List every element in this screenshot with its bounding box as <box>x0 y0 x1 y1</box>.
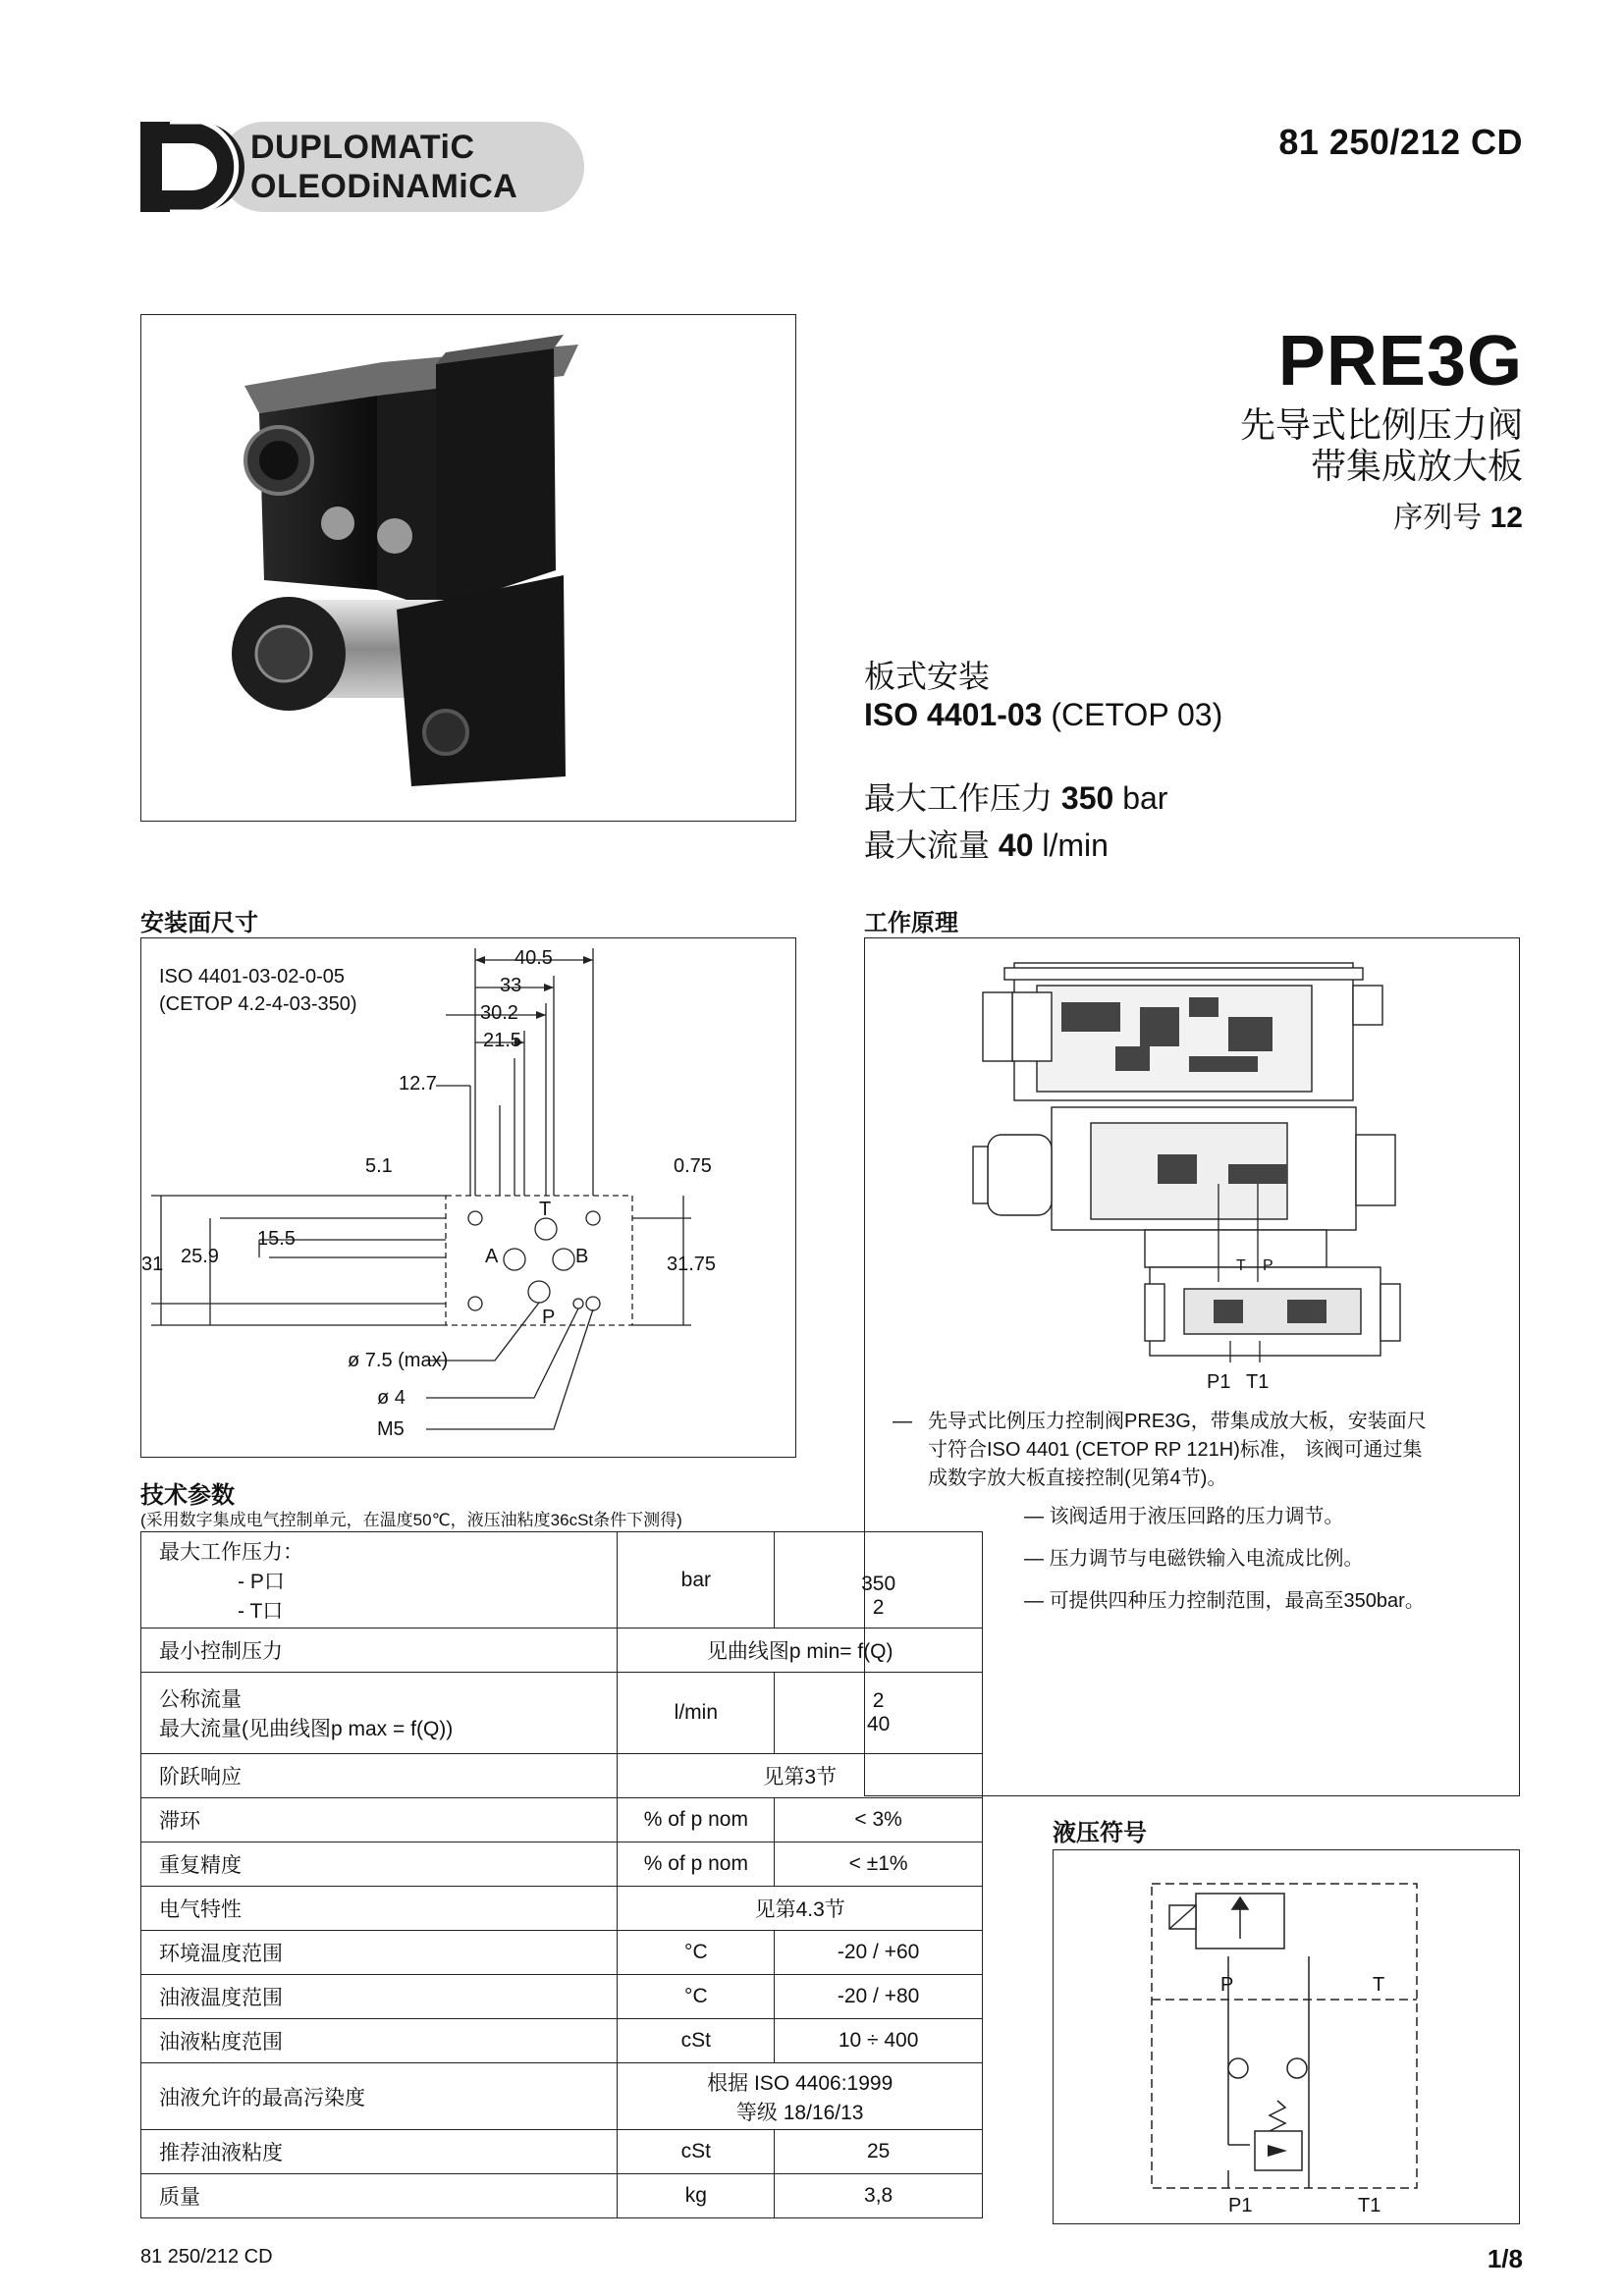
cetop-standard: (CETOP 03) <box>1051 697 1223 732</box>
operating-bullet-1 <box>893 1408 1511 1493</box>
mounting-standard <box>864 697 1222 733</box>
section-p1-label: P1 <box>1207 1371 1231 1393</box>
valve-photo-icon <box>141 315 794 820</box>
table-cell <box>141 1673 618 1754</box>
operating-principle-title: 工作原理 <box>864 910 958 936</box>
step-response-value: 见第3节 <box>618 1754 983 1798</box>
nominal-flow-label: 公称流量 <box>159 1688 242 1711</box>
mounting-surface-drawing <box>140 937 796 1458</box>
mounting-dimension-icon <box>141 938 794 1456</box>
company-logo <box>140 120 586 214</box>
section-t1-label: T1 <box>1246 1371 1270 1393</box>
max-flow-unit: l/min <box>1042 828 1109 863</box>
port-b-label: B <box>575 1246 589 1267</box>
brand-line-1: DUPLOMATiC <box>250 129 475 166</box>
tech-params-table <box>140 1531 983 2218</box>
table-row <box>141 1842 983 1887</box>
viscosity-range-unit: cSt <box>618 2019 775 2063</box>
flow-unit: l/min <box>618 1673 775 1754</box>
operating-bullet-3 <box>1024 1545 1364 1574</box>
fluid-temp-label: 油液温度范围 <box>141 1975 618 2019</box>
dim-33: 33 <box>500 975 522 996</box>
mounting-standard-1: ISO 4401-03-02-0-05 <box>159 966 346 988</box>
mass-value: 3,8 <box>775 2174 983 2218</box>
symbol-p-label: P <box>1220 1974 1234 1996</box>
bullet-dash: — <box>1024 1548 1044 1570</box>
t-port-label: - T口 <box>238 1599 284 1623</box>
dim-0-75: 0.75 <box>674 1155 712 1177</box>
contamination-standard: 根据 ISO 4406:1999 <box>707 2071 893 2095</box>
bullet-1-line-1: 先导式比例压力控制阀PRE3G，带集成放大板，安装面尺 <box>928 1411 1427 1432</box>
electrical-value: 见第4.3节 <box>618 1887 983 1931</box>
recommended-viscosity-value: 25 <box>775 2130 983 2174</box>
series-label-text: 序列号 <box>1393 502 1483 534</box>
table-cell <box>775 1532 983 1629</box>
electrical-label: 电气特性 <box>141 1887 618 1931</box>
table-row <box>141 1754 983 1798</box>
table-row <box>141 2063 983 2130</box>
dim-15-5: 15.5 <box>257 1228 296 1250</box>
port-t-label: T <box>539 1199 552 1220</box>
table-row <box>141 2019 983 2063</box>
table-row <box>141 1532 983 1629</box>
screw-size-note: M5 <box>377 1418 405 1440</box>
max-flow-value: 40 <box>998 828 1034 863</box>
model-title: PRE3G <box>1277 322 1523 400</box>
dim-30-2: 30.2 <box>480 1002 518 1024</box>
series-number: 12 <box>1489 502 1523 534</box>
bullet-dash: — <box>1024 1506 1044 1527</box>
document-code: 81 250/212 CD <box>1278 122 1523 162</box>
table-cell <box>141 1532 618 1629</box>
contamination-class: 等级 18/16/13 <box>735 2101 864 2124</box>
repeatability-label: 重复精度 <box>141 1842 618 1887</box>
mounting-surface-title: 安装面尺寸 <box>140 910 258 936</box>
table-row <box>141 1931 983 1975</box>
max-pressure-label: 最大工作压力 <box>864 780 1054 816</box>
recommended-viscosity-label: 推荐油液粘度 <box>141 2130 618 2174</box>
iso-standard: ISO 4401-03 <box>864 697 1043 732</box>
page-number: 1/8 <box>1487 2244 1523 2273</box>
symbol-t1-label: T1 <box>1358 2195 1381 2216</box>
section-p-label: P <box>1263 1257 1273 1274</box>
hysteresis-label: 滞环 <box>141 1798 618 1842</box>
tech-params-title: 技术参数 <box>140 1482 235 1509</box>
mounting-standard-2: (CETOP 4.2-4-03-350) <box>159 993 357 1015</box>
hydraulic-symbol-icon <box>1054 1850 1518 2222</box>
port-p-label: P <box>542 1307 556 1328</box>
hysteresis-value: < 3% <box>775 1798 983 1842</box>
max-pressure <box>864 774 1167 819</box>
bullet-2-text: 该阀适用于液压回路的压力调节。 <box>1049 1506 1344 1527</box>
min-control-pressure-value: 见曲线图p min= f(Q) <box>618 1629 983 1673</box>
hydraulic-symbol-title: 液压符号 <box>1053 1820 1147 1846</box>
operating-bullet-2 <box>1024 1503 1344 1531</box>
mass-label: 质量 <box>141 2174 618 2218</box>
table-row <box>141 1673 983 1754</box>
dim-31: 31 <box>141 1254 164 1275</box>
fluid-temp-value: -20 / +80 <box>775 1975 983 2019</box>
max-pressure-value: 350 <box>1060 780 1114 816</box>
table-row <box>141 1629 983 1673</box>
step-response-label: 阶跃响应 <box>141 1754 618 1798</box>
dim-25-9: 25.9 <box>181 1246 219 1267</box>
bullet-dash: — <box>1024 1590 1044 1612</box>
valve-section-drawing-icon <box>865 938 1518 1400</box>
recommended-viscosity-unit: cSt <box>618 2130 775 2174</box>
table-row <box>141 2174 983 2218</box>
table-row <box>141 1887 983 1931</box>
max-flow-row-label: 最大流量(见曲线图p max = f(Q)) <box>159 1718 454 1740</box>
contamination-label: 油液允许的最高污染度 <box>141 2063 618 2130</box>
viscosity-range-label: 油液粘度范围 <box>141 2019 618 2063</box>
subtitle-line-2: 带集成放大板 <box>1310 446 1523 486</box>
table-row <box>141 1975 983 2019</box>
max-pressure-unit: bar <box>1122 780 1168 816</box>
port-a-label: A <box>485 1246 499 1267</box>
table-row <box>141 1798 983 1842</box>
nominal-flow-value: 2 <box>872 1689 885 1712</box>
bullet-4-text: 可提供四种压力控制范围，最高至350bar。 <box>1049 1590 1425 1612</box>
max-flow-label: 最大流量 <box>864 828 991 863</box>
footer-code: 81 250/212 CD <box>140 2246 273 2268</box>
dim-31-75: 31.75 <box>667 1254 717 1275</box>
repeatability-unit: % of p nom <box>618 1842 775 1887</box>
hysteresis-unit: % of p nom <box>618 1798 775 1842</box>
section-t-label: T <box>1236 1257 1246 1274</box>
mounting-type: 板式安装 <box>864 659 991 694</box>
max-flow <box>864 821 1109 866</box>
dim-5-1: 5.1 <box>365 1155 393 1177</box>
mass-unit: kg <box>618 2174 775 2218</box>
dim-21-5: 21.5 <box>483 1030 521 1051</box>
subtitle-line-1: 先导式比例压力阀 <box>1239 404 1523 445</box>
bullet-1-line-3: 成数字放大板直接控制(见第4节)。 <box>928 1468 1227 1489</box>
bullet-1-line-2: 寸符合ISO 4401 (CETOP RP 121H)标准， 该阀可通过集 <box>928 1439 1423 1461</box>
brand-line-2: OLEODiNAMiCA <box>250 168 518 205</box>
pin-size-note: ø 4 <box>377 1387 406 1409</box>
table-cell <box>775 1673 983 1754</box>
operating-bullet-4 <box>1024 1587 1425 1616</box>
series-label <box>1393 501 1523 536</box>
ambient-temp-label: 环境温度范围 <box>141 1931 618 1975</box>
t-port-value: 2 <box>872 1596 885 1619</box>
min-control-pressure-label: 最小控制压力 <box>141 1629 618 1673</box>
max-flow-row-value: 40 <box>866 1713 891 1735</box>
repeatability-value: < ±1% <box>775 1842 983 1887</box>
table-cell <box>618 2063 983 2130</box>
hole-size-note: ø 7.5 (max) <box>348 1350 449 1371</box>
hydraulic-symbol-box <box>1053 1849 1520 2224</box>
ambient-temp-value: -20 / +60 <box>775 1931 983 1975</box>
p-port-value: 350 <box>861 1573 896 1595</box>
dim-40-5: 40.5 <box>514 947 553 969</box>
symbol-t-label: T <box>1373 1974 1385 1996</box>
pressure-unit: bar <box>618 1532 775 1629</box>
viscosity-range-value: 10 ÷ 400 <box>775 2019 983 2063</box>
bullet-3-text: 压力调节与电磁铁输入电流成比例。 <box>1049 1548 1364 1570</box>
ambient-temp-unit: °C <box>618 1931 775 1975</box>
dim-12-7: 12.7 <box>399 1073 437 1095</box>
tech-params-note: (采用数字集成电气控制单元，在温度50℃，液压油粘度36cSt条件下测得) <box>140 1511 682 1529</box>
product-photo-frame <box>140 314 796 822</box>
table-row <box>141 2130 983 2174</box>
p-port-label: - P口 <box>238 1570 285 1593</box>
max-working-pressure-label: 最大工作压力： <box>159 1540 303 1564</box>
bullet-dash: — <box>893 1411 912 1432</box>
symbol-p1-label: P1 <box>1228 2195 1253 2216</box>
fluid-temp-unit: °C <box>618 1975 775 2019</box>
